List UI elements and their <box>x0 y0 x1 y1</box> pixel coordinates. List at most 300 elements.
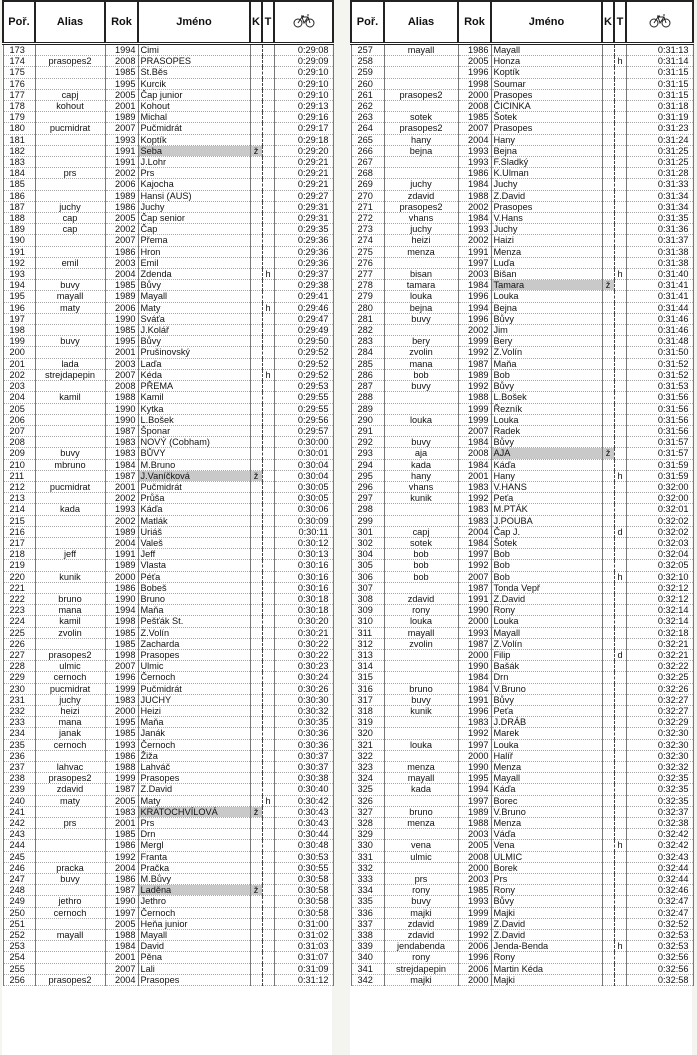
cell-alias: mana <box>35 605 105 616</box>
table-row <box>3 481 333 492</box>
cell-k <box>602 392 614 403</box>
cell-k <box>602 549 614 560</box>
cell-k <box>250 549 262 560</box>
table-row <box>3 627 333 638</box>
cell-order: 240 <box>3 795 35 806</box>
cell-order: 294 <box>351 459 384 470</box>
cell-alias <box>35 44 105 56</box>
table-row <box>3 157 333 168</box>
table-row <box>3 179 333 190</box>
cell-name: V.Bruno <box>491 683 602 694</box>
cell-time: 0:31:25 <box>626 157 693 168</box>
cell-name: J.POUBA <box>491 515 602 526</box>
table-row <box>3 224 333 235</box>
table-row <box>351 896 693 907</box>
cell-t <box>614 963 626 974</box>
cell-year: 1996 <box>458 291 491 302</box>
table-row <box>3 448 333 459</box>
table-row <box>3 840 333 851</box>
cell-t <box>614 750 626 761</box>
table-row <box>351 762 693 773</box>
cell-alias: zdavid <box>384 918 458 929</box>
table-row <box>351 481 693 492</box>
cell-time: 0:29:52 <box>274 358 333 369</box>
cell-name: M.Bruno <box>138 459 250 470</box>
cell-alias: juchy <box>35 201 105 212</box>
cell-time: 0:29:21 <box>274 157 333 168</box>
cell-year: 1990 <box>105 896 138 907</box>
cell-time: 0:30:58 <box>274 874 333 885</box>
cell-order: 292 <box>351 437 384 448</box>
cell-time: 0:32:26 <box>626 683 693 694</box>
cell-time: 0:32:44 <box>626 874 693 885</box>
cell-alias: lahvac <box>35 762 105 773</box>
cell-time: 0:32:27 <box>626 705 693 716</box>
cell-order: 209 <box>3 448 35 459</box>
cell-year: 1987 <box>458 358 491 369</box>
cell-k <box>602 537 614 548</box>
cell-order: 222 <box>3 593 35 604</box>
cell-alias: prasopes2 <box>35 974 105 985</box>
cell-year: 1991 <box>105 549 138 560</box>
cell-k <box>602 168 614 179</box>
cell-k <box>250 280 262 291</box>
cell-year: 2000 <box>105 705 138 716</box>
cell-name: Z.David <box>491 190 602 201</box>
cell-year: 2004 <box>105 862 138 873</box>
cell-k <box>250 78 262 89</box>
cell-k <box>602 717 614 728</box>
cell-year: 2003 <box>105 257 138 268</box>
cell-order: 293 <box>351 448 384 459</box>
cell-year: 1983 <box>458 717 491 728</box>
cell-time: 0:32:46 <box>626 885 693 896</box>
cell-alias: buvy <box>384 381 458 392</box>
cell-alias: juchy <box>384 224 458 235</box>
cell-order: 214 <box>3 504 35 515</box>
cell-year: 1992 <box>458 930 491 941</box>
cell-name: Drn <box>138 829 250 840</box>
table-row <box>3 885 333 896</box>
cell-name: Halíř <box>491 750 602 761</box>
cell-order: 198 <box>3 325 35 336</box>
cell-name: Bruno <box>138 593 250 604</box>
cell-k <box>602 952 614 963</box>
table-row <box>3 67 333 78</box>
table-row <box>3 661 333 672</box>
cell-k <box>602 773 614 784</box>
cell-alias <box>35 515 105 526</box>
cell-alias: juchy <box>384 179 458 190</box>
table-row <box>3 291 333 302</box>
cell-order: 283 <box>351 336 384 347</box>
cell-time: 0:30:24 <box>274 672 333 683</box>
cell-k <box>602 235 614 246</box>
cell-t <box>614 762 626 773</box>
cell-order: 189 <box>3 224 35 235</box>
cell-time: 0:30:16 <box>274 571 333 582</box>
cell-year: 1987 <box>458 582 491 593</box>
cell-k <box>602 101 614 112</box>
table-row <box>351 459 693 470</box>
cell-k <box>250 829 262 840</box>
cell-t: h <box>262 269 274 280</box>
table-row <box>3 280 333 291</box>
cell-time: 0:29:37 <box>274 269 333 280</box>
cell-order: 272 <box>351 213 384 224</box>
cell-order: 180 <box>3 123 35 134</box>
cell-k <box>602 291 614 302</box>
cell-year: 1984 <box>458 179 491 190</box>
cell-year: 1984 <box>105 459 138 470</box>
cell-time: 0:32:18 <box>626 627 693 638</box>
cell-year: 1985 <box>458 112 491 123</box>
cell-year: 2007 <box>105 963 138 974</box>
table-row <box>351 818 693 829</box>
table-row <box>351 448 693 459</box>
table-row <box>3 762 333 773</box>
cell-name: Prasopes <box>138 649 250 660</box>
cell-t <box>614 627 626 638</box>
cell-order: 250 <box>3 907 35 918</box>
cell-year: 1984 <box>458 437 491 448</box>
table-row <box>351 784 693 795</box>
cell-alias <box>35 325 105 336</box>
cell-alias: buvy <box>384 896 458 907</box>
cell-alias <box>384 403 458 414</box>
table-row <box>351 157 693 168</box>
cell-year: 1983 <box>105 806 138 817</box>
cell-year: 2000 <box>105 571 138 582</box>
cell-time: 0:32:30 <box>626 728 693 739</box>
cell-order: 324 <box>351 773 384 784</box>
table-row <box>3 459 333 470</box>
cell-order: 216 <box>3 526 35 537</box>
cell-name: ČICINKA <box>491 101 602 112</box>
table-row <box>3 168 333 179</box>
cell-name: Kytka <box>138 403 250 414</box>
cell-alias: pucmidrat <box>35 683 105 694</box>
cell-name: M.Bůvy <box>138 874 250 885</box>
cell-time: 0:31:19 <box>626 112 693 123</box>
cell-time: 0:31:24 <box>626 134 693 145</box>
cell-year: 2004 <box>105 537 138 548</box>
cell-alias: zdavid <box>384 930 458 941</box>
cell-alias <box>384 515 458 526</box>
cell-order: 297 <box>351 493 384 504</box>
cell-time: 0:30:13 <box>274 549 333 560</box>
cell-year: 1987 <box>105 470 138 481</box>
cell-time: 0:31:38 <box>626 257 693 268</box>
table-row <box>351 493 693 504</box>
cell-order: 205 <box>3 403 35 414</box>
cell-order: 311 <box>351 627 384 638</box>
cell-t <box>262 504 274 515</box>
cell-order: 313 <box>351 649 384 660</box>
cell-time: 0:31:40 <box>626 269 693 280</box>
cell-name: Laďa <box>138 358 250 369</box>
cell-name: J.Kolář <box>138 325 250 336</box>
cell-time: 0:30:40 <box>274 784 333 795</box>
cell-time: 0:31:57 <box>626 448 693 459</box>
table-row <box>351 549 693 560</box>
cell-alias <box>384 157 458 168</box>
table-row <box>3 369 333 380</box>
cell-k <box>602 134 614 145</box>
cell-time: 0:30:06 <box>274 504 333 515</box>
cell-t <box>262 190 274 201</box>
cell-k <box>602 571 614 582</box>
table-row <box>3 717 333 728</box>
cell-year: 2002 <box>458 325 491 336</box>
cell-time: 0:31:48 <box>626 336 693 347</box>
cell-name: Radek <box>491 425 602 436</box>
cell-name: Cimi <box>138 44 250 56</box>
cell-name: Uriáš <box>138 526 250 537</box>
cell-time: 0:30:58 <box>274 907 333 918</box>
table-row <box>351 537 693 548</box>
cell-year: 1994 <box>458 302 491 313</box>
cell-alias <box>384 67 458 78</box>
cell-t <box>614 537 626 548</box>
cell-name: Seba <box>138 145 250 156</box>
cell-name: Z.David <box>491 930 602 941</box>
cell-time: 0:29:31 <box>274 201 333 212</box>
cell-year: 1994 <box>105 44 138 56</box>
cell-time: 0:32:21 <box>626 638 693 649</box>
cell-order: 224 <box>3 616 35 627</box>
cell-k <box>602 728 614 739</box>
cell-t <box>262 168 274 179</box>
cell-name: Mergl <box>138 840 250 851</box>
cell-order: 326 <box>351 795 384 806</box>
cell-year: 1984 <box>458 280 491 291</box>
table-row <box>3 112 333 123</box>
cell-k <box>250 269 262 280</box>
cell-name: J.Vaníčková <box>138 470 250 481</box>
cell-order: 329 <box>351 829 384 840</box>
table-row <box>351 851 693 862</box>
cell-k <box>602 325 614 336</box>
cell-k <box>250 930 262 941</box>
cell-time: 0:30:37 <box>274 762 333 773</box>
cell-order: 249 <box>3 896 35 907</box>
cell-year: 1993 <box>458 145 491 156</box>
cell-name: Z.David <box>138 784 250 795</box>
table-row <box>351 918 693 929</box>
cell-order: 176 <box>3 78 35 89</box>
cell-name: KRATOCHVÍLOVÁ <box>138 806 250 817</box>
cell-time: 0:32:01 <box>626 504 693 515</box>
cell-year: 1984 <box>458 537 491 548</box>
table-row <box>351 179 693 190</box>
cell-year: 1985 <box>105 829 138 840</box>
cell-t <box>262 414 274 425</box>
cell-time: 0:29:55 <box>274 392 333 403</box>
cell-k <box>602 246 614 257</box>
cell-year: 2001 <box>105 952 138 963</box>
cell-t <box>262 425 274 436</box>
cell-t <box>262 89 274 100</box>
cell-name: Kamil <box>138 392 250 403</box>
cell-t <box>262 145 274 156</box>
cell-name: F.Sladký <box>491 157 602 168</box>
cell-k <box>250 918 262 929</box>
cell-k <box>250 504 262 515</box>
results-table-left <box>2 0 332 1055</box>
cell-time: 0:30:37 <box>274 750 333 761</box>
cell-time: 0:31:41 <box>626 280 693 291</box>
cell-t <box>262 616 274 627</box>
cell-order: 173 <box>3 44 35 56</box>
cell-k <box>602 762 614 773</box>
cell-alias: bob <box>384 369 458 380</box>
cell-t <box>614 302 626 313</box>
cell-alias: heizi <box>384 235 458 246</box>
cell-time: 0:31:09 <box>274 963 333 974</box>
cell-time: 0:29:50 <box>274 336 333 347</box>
cell-year: 1986 <box>105 201 138 212</box>
cell-t <box>614 78 626 89</box>
cell-name: Menza <box>491 246 602 257</box>
cell-name: Prasopes <box>491 201 602 212</box>
cell-t <box>262 437 274 448</box>
cell-name: Kajocha <box>138 179 250 190</box>
cell-order: 202 <box>3 369 35 380</box>
cell-year: 1999 <box>458 907 491 918</box>
cell-year: 2005 <box>105 918 138 929</box>
cell-alias: zdavid <box>35 784 105 795</box>
cell-order: 331 <box>351 851 384 862</box>
cell-name: M.PTÁK <box>491 504 602 515</box>
table-row <box>3 605 333 616</box>
cell-time: 0:29:35 <box>274 224 333 235</box>
cell-year: 1989 <box>458 918 491 929</box>
cell-time: 0:30:05 <box>274 493 333 504</box>
cell-order: 298 <box>351 504 384 515</box>
cell-year: 1993 <box>105 739 138 750</box>
cell-t <box>614 213 626 224</box>
cell-k <box>250 717 262 728</box>
table-row <box>351 885 693 896</box>
cell-t <box>614 89 626 100</box>
cell-t <box>614 784 626 795</box>
cell-time: 0:30:01 <box>274 448 333 459</box>
cell-t <box>614 246 626 257</box>
table-row <box>351 369 693 380</box>
cell-t <box>614 134 626 145</box>
cell-alias <box>35 537 105 548</box>
table-row <box>3 526 333 537</box>
cell-year: 2002 <box>105 493 138 504</box>
table-row <box>3 269 333 280</box>
cell-time: 0:31:28 <box>626 168 693 179</box>
table-row <box>351 145 693 156</box>
cell-time: 0:32:32 <box>626 762 693 773</box>
cell-order: 195 <box>3 291 35 302</box>
table-row <box>3 705 333 716</box>
cell-order: 302 <box>351 537 384 548</box>
cell-k <box>602 504 614 515</box>
cell-name: Šotek <box>491 112 602 123</box>
cell-order: 201 <box>3 358 35 369</box>
col-header-time <box>626 1 693 44</box>
cell-name: Valeš <box>138 537 250 548</box>
cell-time: 0:31:35 <box>626 213 693 224</box>
cell-time: 0:30:35 <box>274 717 333 728</box>
cell-k <box>250 313 262 324</box>
cell-name: Bůvy <box>491 437 602 448</box>
cell-alias: vena <box>384 840 458 851</box>
table-row <box>351 952 693 963</box>
cell-name: L.Bošek <box>491 392 602 403</box>
cell-t <box>614 862 626 873</box>
cell-t <box>614 896 626 907</box>
cell-k <box>250 67 262 78</box>
cell-time: 0:29:10 <box>274 67 333 78</box>
cell-time: 0:30:23 <box>274 661 333 672</box>
cell-order: 215 <box>3 515 35 526</box>
cell-alias <box>35 437 105 448</box>
cell-year: 2001 <box>105 101 138 112</box>
cell-time: 0:29:56 <box>274 414 333 425</box>
cell-alias: prs <box>384 874 458 885</box>
cell-order: 183 <box>3 157 35 168</box>
cell-year: 1998 <box>458 78 491 89</box>
table-row <box>351 213 693 224</box>
cell-name: Rony <box>491 885 602 896</box>
table-row <box>351 112 693 123</box>
cell-alias: pracka <box>35 862 105 873</box>
cell-alias <box>35 157 105 168</box>
cell-order: 301 <box>351 526 384 537</box>
cell-name: Luďa <box>491 257 602 268</box>
cell-t <box>614 739 626 750</box>
cell-year: 1992 <box>458 347 491 358</box>
cell-order: 255 <box>3 963 35 974</box>
cell-year: 1992 <box>105 851 138 862</box>
results-table-right <box>350 0 692 1055</box>
cell-k <box>250 403 262 414</box>
table-row <box>3 851 333 862</box>
cell-order: 246 <box>3 862 35 873</box>
cell-year: 1992 <box>458 493 491 504</box>
cell-time: 0:32:56 <box>626 963 693 974</box>
table-row <box>351 246 693 257</box>
cell-time: 0:32:12 <box>626 582 693 593</box>
cell-time: 0:31:38 <box>626 246 693 257</box>
cell-time: 0:29:47 <box>274 313 333 324</box>
cell-t <box>614 952 626 963</box>
cell-year: 2002 <box>458 201 491 212</box>
col-header-k: K <box>602 1 614 44</box>
cell-name: Martin Kéda <box>491 963 602 974</box>
cell-year: 2002 <box>105 168 138 179</box>
cell-time: 0:30:53 <box>274 851 333 862</box>
cell-k <box>602 481 614 492</box>
table-row <box>3 806 333 817</box>
cell-name: Marek <box>491 728 602 739</box>
cell-name: Lali <box>138 963 250 974</box>
cell-k <box>250 336 262 347</box>
cell-k <box>602 885 614 896</box>
cell-time: 0:29:16 <box>274 112 333 123</box>
cell-order: 291 <box>351 425 384 436</box>
cell-alias: kunik <box>384 705 458 716</box>
cell-k <box>602 403 614 414</box>
cell-year: 1993 <box>458 896 491 907</box>
cell-t <box>614 291 626 302</box>
